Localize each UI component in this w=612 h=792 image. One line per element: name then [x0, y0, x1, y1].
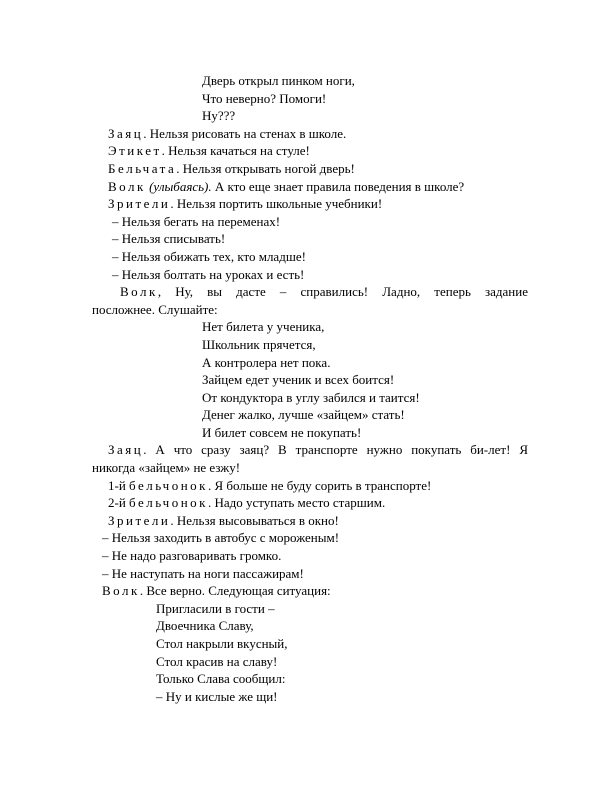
speaker-name: Волк	[120, 284, 158, 300]
dialogue-text: . Я больше не буду сорить в транспорте!	[208, 477, 432, 493]
poem-line: Только Слава сообщил:	[156, 671, 286, 687]
dialogue-text: . Нельзя качаться на стуле!	[161, 143, 310, 159]
dialogue-text: . Нельзя рисовать на стенах в школе.	[143, 125, 347, 141]
dialogue-line	[108, 195, 528, 213]
dash-line: – Нельзя заходить в автобус с мороженым!	[102, 530, 340, 546]
paragraph-line	[108, 441, 528, 459]
poem-line: Что неверно? Помоги!	[202, 90, 327, 106]
dialogue-text: . Все верно. Следующая ситуация:	[139, 583, 331, 599]
speaker-name: бельчонок	[129, 477, 208, 493]
dialogue-text: . Надо уступать место старшим.	[208, 495, 386, 511]
stage-remark: (улыбаясь).	[149, 178, 212, 194]
dialogue-text: А кто еще знает правила поведения в школе?	[211, 178, 465, 194]
dash-line: – Нельзя обижать тех, кто младше!	[112, 248, 306, 264]
dialogue-text: . А что сразу заяц? В транспорте нужно покупать би-лет! Я	[143, 442, 528, 458]
speaker-name: Зрители	[108, 512, 171, 528]
poem-line: Нет билета у ученика,	[202, 319, 325, 335]
paragraph-line: посложнее. Слушайте:	[92, 301, 218, 317]
poem-line: Денег жалко, лучше «зайцем» стать!	[202, 407, 405, 423]
poem-line: – Ну и кислые же щи!	[156, 688, 278, 704]
dialogue-line	[108, 160, 528, 178]
dash-line: – Нельзя болтать на уроках и есть!	[112, 266, 305, 282]
dash-line: – Не наступать на ноги пассажирам!	[102, 565, 304, 581]
paragraph-line	[108, 283, 528, 301]
dash-line: – Нельзя списывать!	[112, 231, 226, 247]
dialogue-line	[108, 125, 528, 143]
poem-line: И билет совсем не покупать!	[202, 424, 362, 440]
dialogue-line	[108, 512, 528, 530]
paragraph-line: никогда «зайцем» не езжу!	[92, 460, 241, 476]
speaker-prefix: 2-й	[108, 495, 130, 511]
dialogue-line	[102, 582, 528, 600]
dash-line: – Нельзя бегать на переменах!	[112, 213, 281, 229]
dialogue-line	[108, 477, 528, 495]
dialogue-line	[108, 142, 528, 160]
speaker-prefix: 1-й	[108, 477, 130, 493]
dialogue-line	[108, 494, 528, 512]
speaker-name: Этикет	[108, 143, 162, 159]
dialogue-line	[108, 178, 528, 196]
poem-line: Зайцем едет ученик и всех боится!	[202, 372, 395, 388]
poem-line: Ну???	[202, 108, 236, 124]
poem-line: Стол красив на славу!	[156, 653, 278, 669]
speaker-name: Волк	[102, 583, 140, 599]
speaker-name: Заяц	[108, 125, 144, 141]
speaker-name: Зрители	[108, 196, 171, 212]
dash-line: – Не надо разговаривать громко.	[102, 548, 282, 564]
poem-line: Стол накрыли вкусный,	[156, 636, 288, 651]
poem-line: А контролера нет пока.	[202, 354, 331, 370]
poem-line: Дверь открыл пинком ноги,	[202, 73, 355, 88]
poem-line: Пригласили в гости –	[156, 600, 275, 616]
poem-line: Двоечника Славу,	[156, 618, 254, 634]
poem-line: Школьник прячется,	[202, 336, 316, 352]
speaker-name: Бельчата	[108, 160, 177, 176]
dialogue-text: . Нельзя высовываться в окно!	[170, 512, 339, 528]
poem-line: От кондуктора в углу забился и таится!	[202, 389, 420, 405]
dialogue-text: . Нельзя открывать ногой дверь!	[176, 160, 355, 176]
speaker-name: бельчонок	[129, 495, 208, 511]
document-page	[92, 72, 528, 705]
dialogue-text: , Ну, вы дасте – справились! Ладно, теперь задание	[157, 284, 528, 300]
dialogue-text: . Нельзя портить школьные учебники!	[170, 196, 383, 212]
speaker-name: Волк	[108, 178, 146, 194]
speaker-name: Заяц	[108, 442, 144, 458]
